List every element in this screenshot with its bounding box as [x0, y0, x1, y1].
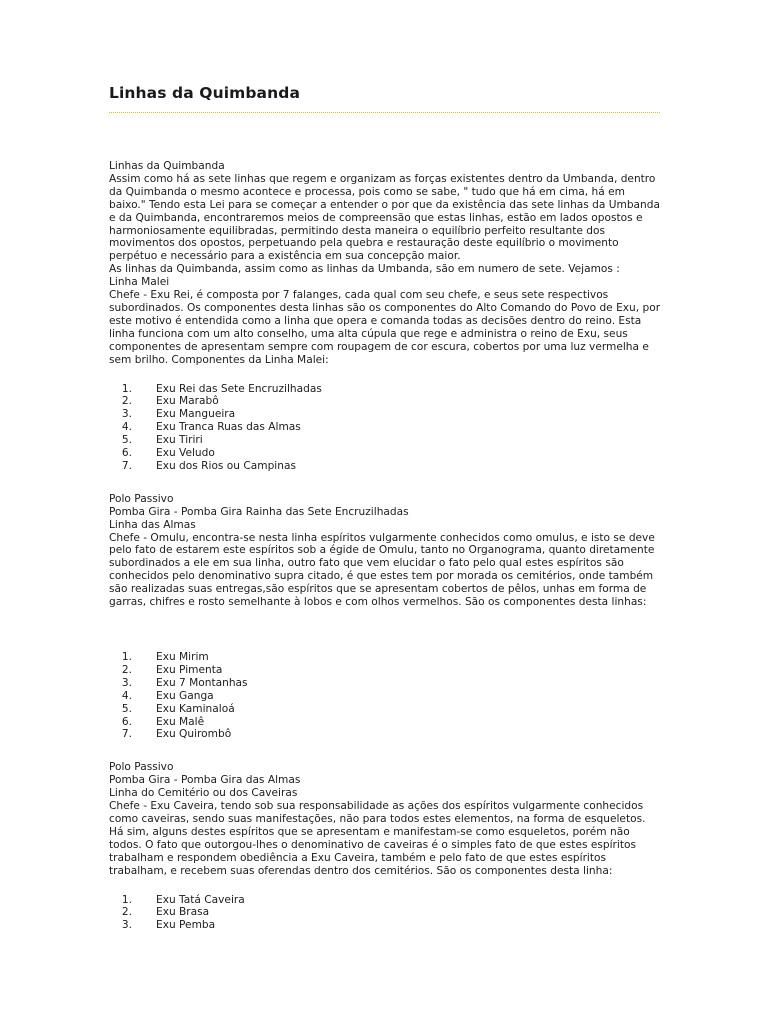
list-item — [109, 906, 661, 919]
list-item-text: Exu 7 Montanhas — [156, 676, 248, 689]
list-item-text: Exu Rei das Sete Encruzilhadas — [156, 382, 322, 395]
list-item-text: Exu Tranca Ruas das Almas — [156, 421, 301, 434]
list-item — [109, 703, 661, 716]
list-item-text: Exu Marabô — [156, 395, 219, 408]
list-item — [109, 716, 661, 729]
line-name: Linha Malei — [109, 276, 170, 289]
list-item — [109, 690, 661, 703]
list-item-number: 2. — [121, 906, 132, 919]
section-heading: Linhas da Quimbanda — [109, 160, 225, 172]
chief-paragraph: Chefe - Exu Caveira, tendo sob sua responsabilidade as ações dos espíritos vulgarmente conhecidos como caveiras, sendo suas manifestações, não para todos estes elementos, na forma de esqueletos. Há sim, alguns destes espíritos que se apresentam e manifestam-se como esqueletos, porém não todos. O fato que outorgou-lhes o denominativo de caveiras é o simples fato de que estes espíritos trabalham e respondem obediência a Exu Caveira, também e pelo fato de que estes espíritos trabalham, e recebem suas oferendas dentro dos cemitérios. São os componentes desta linha: — [109, 800, 646, 877]
list-item — [109, 894, 661, 907]
list-item — [109, 434, 661, 447]
list-item — [109, 421, 661, 434]
list-item — [109, 651, 661, 664]
list-item-number: 4. — [121, 421, 132, 434]
list-item-text: Exu Tatá Caveira — [156, 893, 245, 906]
list-item — [109, 677, 661, 690]
chief-paragraph: Chefe - Exu Rei, é composta por 7 falanges, cada qual com seu chefe, e seus sete respectivos subordinados. Os componentes desta linhas são os componentes do Alto Comando do Povo de Exu, por este motivo é entendida como a linha que opera e comanda todas as decisões dentro do reino. Esta linha funciona com um alto conselho, uma alta cúpula que rege e administra o reino de Exu, seus componentes de apresentam sempre com roupagem de cor escura, cobertos por uma luz vermelha e sem brilho. Componentes da Linha Malei: — [109, 289, 661, 366]
list-item-number: 1. — [121, 893, 132, 906]
title-divider — [109, 112, 660, 113]
list-item-text: Exu Mangueira — [156, 408, 236, 421]
list-item — [109, 395, 661, 408]
list-item — [109, 447, 661, 460]
components-list — [109, 651, 661, 741]
list-item-number: 2. — [121, 663, 132, 676]
list-item-text: Exu Mirim — [156, 651, 209, 663]
list-item-number: 2. — [121, 395, 132, 408]
line-name: Linha do Cemitério ou dos Caveiras — [109, 787, 298, 800]
components-list — [109, 383, 661, 473]
list-item — [109, 383, 661, 396]
list-item — [109, 460, 661, 473]
intro-paragraph: Assim como há as sete linhas que regem e organizam as forças existentes dentro da Umbanda, dentro da Quimbanda o mesmo acontece e processa, pois como se sabe, " tudo que há em cima, há em baixo." Tendo esta Lei para se começar a entender o por que da existência das sete linhas da Umbanda e da Quimbanda, encontraremos meios de compreensão que estas linhas, estão em lados opostos e harmoniosamente equilibradas, permitindo desta maneira o equilíbrio perfeito resultante dos movimentos dos opostos, perpetuando pela quebra e restauração deste equilíbrio o movimento perpétuo e necessário para a existência em sua concepção maior. — [109, 172, 660, 263]
list-item-number: 1. — [121, 651, 132, 663]
list-item — [109, 728, 661, 741]
list-item-text: Exu Veludo — [156, 447, 215, 460]
list-item-number: 6. — [121, 715, 132, 728]
list-item-number: 5. — [121, 434, 132, 447]
polo-label: Polo Passivo — [109, 492, 174, 505]
list-item-text: Exu dos Rios ou Campinas — [156, 459, 296, 472]
polo-label: Polo Passivo — [109, 761, 174, 774]
list-item-text: Exu Ganga — [156, 689, 214, 702]
list-item-text: Exu Kaminaloá — [156, 702, 235, 715]
list-item-number: 3. — [121, 408, 132, 421]
list-item — [109, 408, 661, 421]
list-item-text: Exu Tiriri — [156, 434, 203, 447]
list-item-number: 7. — [121, 728, 132, 741]
components-list — [109, 894, 661, 933]
list-item-text: Exu Quirombô — [156, 728, 232, 741]
list-item-text: Exu Pimenta — [156, 663, 223, 676]
line-name: Linha das Almas — [109, 518, 196, 531]
list-item-text: Exu Brasa — [156, 906, 210, 919]
list-item-number: 4. — [121, 689, 132, 702]
list-item-number: 1. — [121, 382, 132, 395]
article-body — [109, 160, 661, 932]
page-title: Linhas da Quimbanda — [109, 84, 301, 102]
list-item-text: Exu Malê — [156, 715, 205, 728]
chief-paragraph: Chefe - Omulu, encontra-se nesta linha espíritos vulgarmente conhecidos como omulus, e isto se deve pelo fato de estarem este espíritos sob a égide de Omulu, tanto no Organograma, quanto diretamente subordinados a ele em sua linha, outro fato que vem elucidar o fato pelo qual estes espíritos são conhecidos pelo denominativo supra citado, é que estes tem por morada os cemitérios, onde também são realizadas suas entregas,são espíritos que se apresentam cobertos de pêlos, unhas em forma de garras, chifres e rosto semelhante à lobos e com olhos vermelhos. São os componentes desta linhas: — [109, 531, 655, 609]
pomba-gira-line: Pomba Gira - Pomba Gira Rainha das Sete Encruzilhadas — [109, 505, 409, 518]
list-item-number: 3. — [121, 676, 132, 689]
list-item-text: Exu Pemba — [156, 919, 216, 932]
list-item-number: 3. — [121, 919, 132, 932]
count-line: As linhas da Quimbanda, assim como as linhas da Umbanda, são em numero de sete. Vejamos : — [109, 263, 620, 276]
list-item-number: 5. — [121, 702, 132, 715]
list-item — [109, 919, 661, 932]
list-item-number: 7. — [121, 459, 132, 472]
pomba-gira-line: Pomba Gira - Pomba Gira das Almas — [109, 774, 301, 787]
list-item — [109, 664, 661, 677]
list-item-number: 6. — [121, 447, 132, 460]
